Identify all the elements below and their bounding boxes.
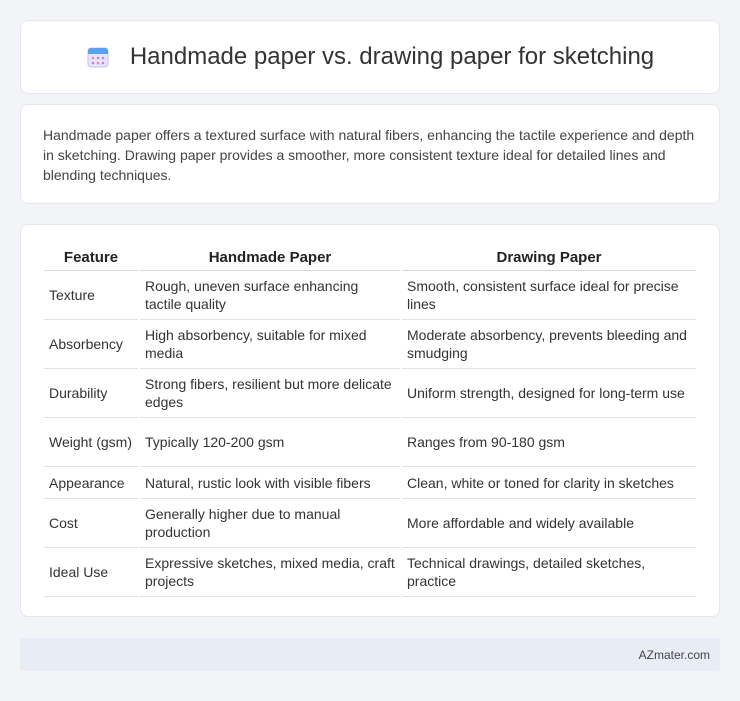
title-card <box>20 20 720 94</box>
handmade-cell: Generally higher due to manual production <box>140 499 400 548</box>
feature-cell: Appearance <box>44 467 138 499</box>
header-drawing-paper: Drawing Paper <box>402 245 696 271</box>
feature-cell: Cost <box>44 499 138 548</box>
table-row <box>44 369 696 418</box>
table-header-row <box>44 245 696 271</box>
table-row <box>44 467 696 499</box>
handmade-cell: Natural, rustic look with visible fibers <box>140 467 400 499</box>
table-row <box>44 320 696 369</box>
feature-cell: Durability <box>44 369 138 418</box>
table-row <box>44 418 696 467</box>
feature-cell: Absorbency <box>44 320 138 369</box>
handmade-cell: Expressive sketches, mixed media, craft projects <box>140 548 400 597</box>
drawing-cell: Smooth, consistent surface ideal for precise lines <box>402 271 696 320</box>
comparison-table-card <box>20 224 720 617</box>
intro-text: Handmade paper offers a textured surface with natural fibers, enhancing the tactile experience and depth in sketching. Drawing paper provides a smoother, more consistent texture ideal for detailed lines and blending techniques. <box>43 127 695 183</box>
handmade-cell: Strong fibers, resilient but more delicate edges <box>140 369 400 418</box>
feature-cell: Weight (gsm) <box>44 418 138 467</box>
calendar-icon <box>86 45 110 69</box>
feature-cell: Ideal Use <box>44 548 138 597</box>
drawing-cell: Clean, white or toned for clarity in sketches <box>402 467 696 499</box>
table-row <box>44 548 696 597</box>
handmade-cell: Rough, uneven surface enhancing tactile quality <box>140 271 400 320</box>
header-feature: Feature <box>44 245 138 271</box>
handmade-cell: Typically 120-200 gsm <box>140 418 400 467</box>
feature-cell: Texture <box>44 271 138 320</box>
drawing-cell: Moderate absorbency, prevents bleeding and smudging <box>402 320 696 369</box>
header-handmade-paper: Handmade Paper <box>140 245 400 271</box>
intro-card <box>20 104 720 204</box>
handmade-cell: High absorbency, suitable for mixed media <box>140 320 400 369</box>
drawing-cell: Uniform strength, designed for long-term use <box>402 369 696 418</box>
footer-bar <box>20 638 720 671</box>
drawing-cell: More affordable and widely available <box>402 499 696 548</box>
table-row <box>44 499 696 548</box>
drawing-cell: Technical drawings, detailed sketches, practice <box>402 548 696 597</box>
table-row <box>44 271 696 320</box>
page-title: Handmade paper vs. drawing paper for sketching <box>129 43 655 70</box>
footer-brand: AZmater.com <box>638 647 710 662</box>
comparison-table <box>42 245 698 597</box>
drawing-cell: Ranges from 90-180 gsm <box>402 418 696 467</box>
